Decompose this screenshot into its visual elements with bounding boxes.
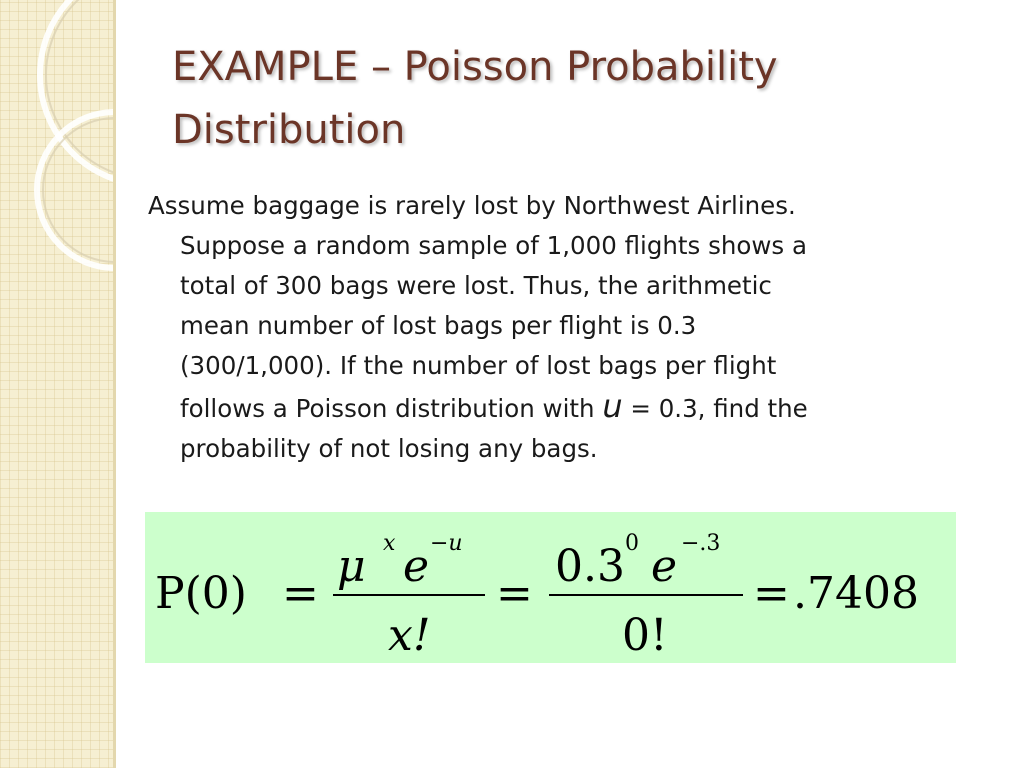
- formula-base-value: 0.3: [555, 541, 625, 592]
- formula-zero-factorial: 0!: [622, 610, 668, 661]
- formula-e-1-exponent: −u: [430, 531, 463, 556]
- body-line-6-post: = 0.3, find the: [622, 394, 808, 423]
- formula-eq-3: =: [753, 568, 790, 619]
- formula-result: .7408: [793, 568, 919, 619]
- sidebar-edge: [113, 0, 116, 768]
- formula-e-2: e: [651, 541, 678, 592]
- formula-mu-exponent: x: [383, 531, 396, 556]
- formula-box: [145, 512, 956, 663]
- formula-mu: μ: [337, 541, 366, 592]
- decorative-sidebar: [0, 0, 113, 768]
- formula-eq-1: =: [282, 568, 319, 619]
- mean-symbol: u: [602, 387, 623, 425]
- formula-x-factorial: x!: [388, 610, 431, 661]
- formula-base-exponent: 0: [625, 531, 639, 556]
- ring-small: [37, 112, 113, 268]
- slide-title: [172, 36, 992, 162]
- body-line-6: [148, 386, 988, 429]
- body-line-2: Suppose a random sample of 1,000 flights shows a: [180, 231, 807, 260]
- problem-statement: [148, 186, 988, 469]
- title-line-1: EXAMPLE – Poisson Probability: [172, 44, 778, 90]
- title-line-2: Distribution: [172, 107, 406, 153]
- body-line-5: (300/1,000). If the number of lost bags per flight: [180, 351, 777, 380]
- body-line-3: total of 300 bags were lost. Thus, the arithmetic: [180, 271, 772, 300]
- ring-large-shadow: [46, 0, 113, 179]
- poisson-formula: [145, 512, 956, 663]
- formula-e-1: e: [403, 541, 430, 592]
- formula-e-2-exponent: −.3: [681, 531, 721, 556]
- formula-eq-2: =: [496, 568, 533, 619]
- decorative-rings: [0, 0, 113, 768]
- body-line-4: mean number of lost bags per flight is 0.3: [180, 311, 697, 340]
- formula-lhs: P(0): [155, 568, 247, 619]
- body-line-7: probability of not losing any bags.: [180, 434, 598, 463]
- body-line-6-pre: follows a Poisson distribution with: [180, 394, 603, 423]
- body-line-1: Assume baggage is rarely lost by Northwest Airlines.: [148, 191, 796, 220]
